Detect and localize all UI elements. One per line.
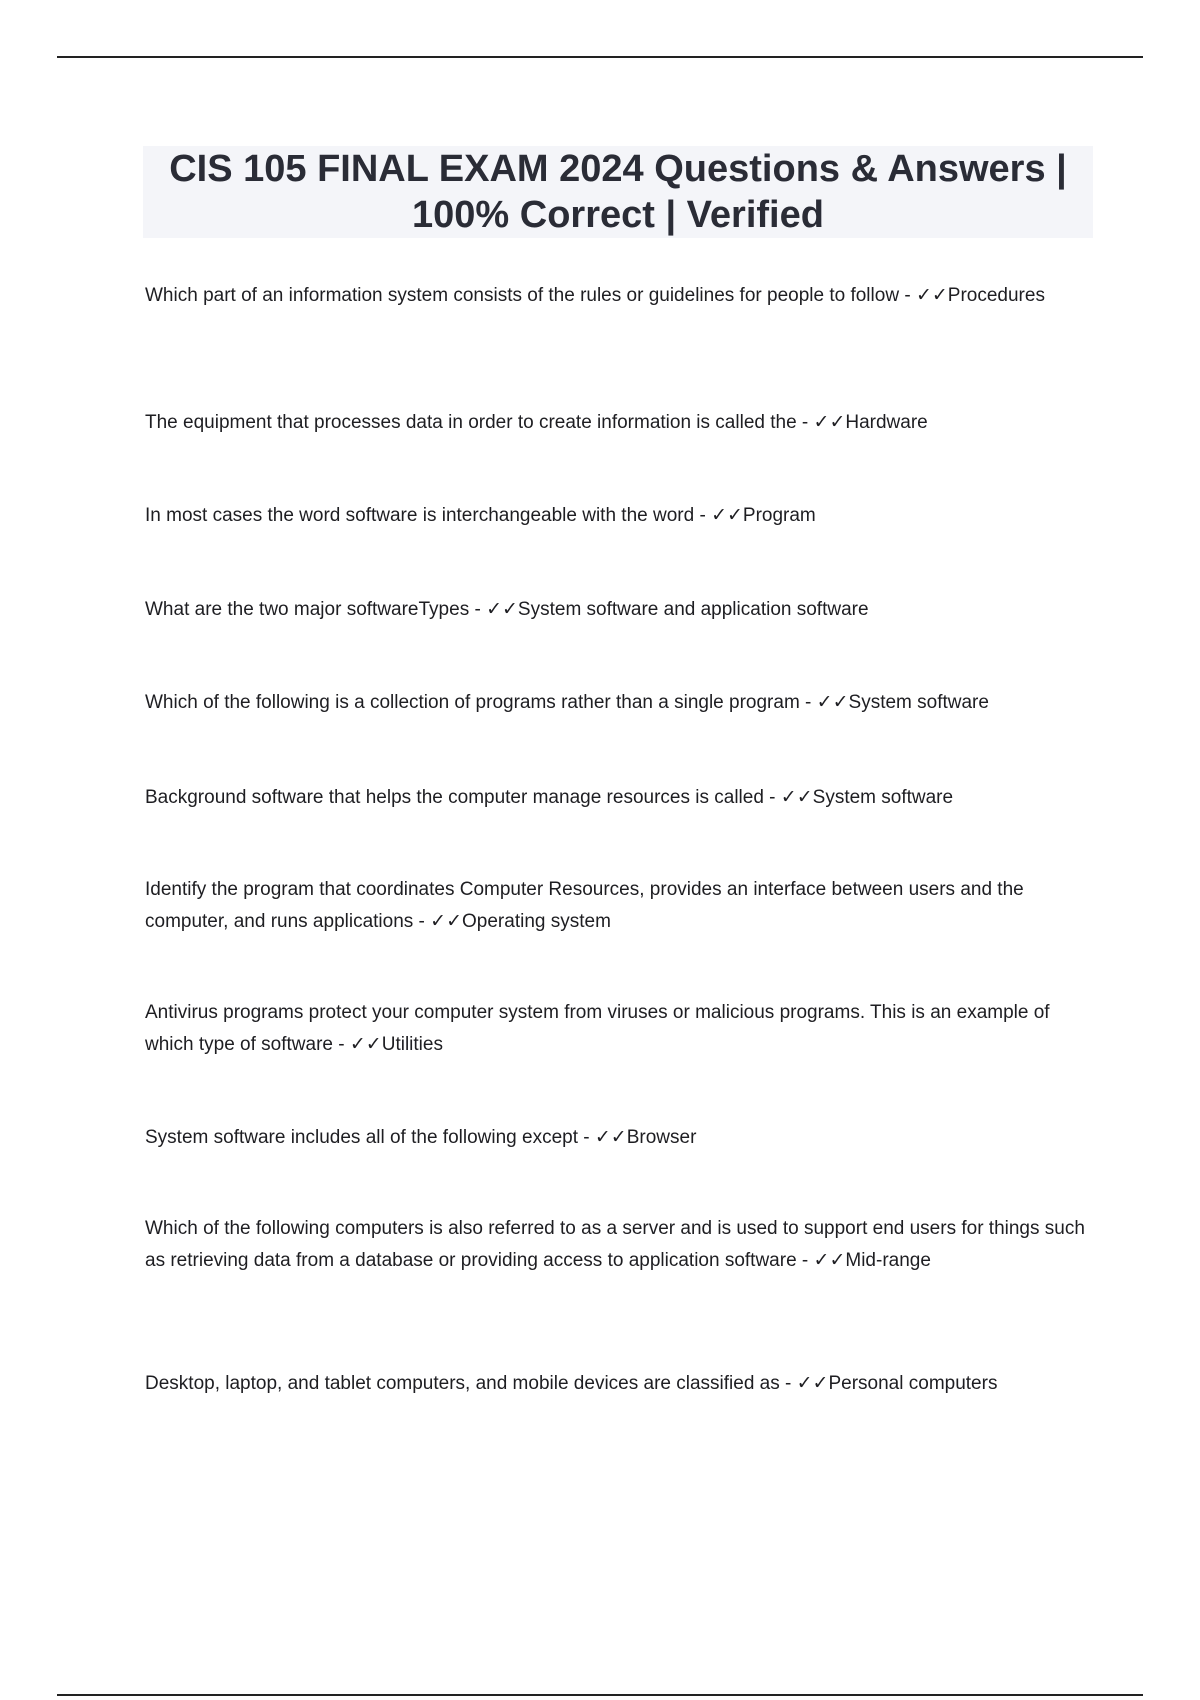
answer-text: Hardware (845, 412, 928, 433)
check-mark-icon: ✓✓ (816, 692, 849, 713)
check-mark-icon: ✓✓ (780, 787, 813, 808)
check-mark-icon: ✓✓ (430, 911, 463, 932)
qa-item (145, 407, 1090, 439)
question-text: In most cases the word software is interchangeable with the word (145, 505, 695, 526)
separator: - (763, 787, 781, 808)
page-title: CIS 105 FINAL EXAM 2024 Questions & Answers | 100% Correct | Verified (169, 148, 1067, 236)
answer-text: Program (742, 505, 816, 526)
qa-item (145, 1368, 1090, 1400)
check-mark-icon: ✓✓ (915, 285, 948, 306)
separator: - (413, 911, 431, 932)
check-mark-icon: ✓✓ (486, 599, 518, 620)
check-mark-icon: ✓✓ (594, 1127, 627, 1148)
answer-text: Browser (626, 1127, 697, 1148)
separator: - (578, 1127, 595, 1148)
separator: - (796, 412, 814, 433)
separator: - (469, 599, 487, 620)
question-text: Which of the following computers is also referred to as a server and is used to support end users for things such as retrieving data from a database or providing access to application software (145, 1218, 1085, 1271)
qa-item (145, 874, 1090, 938)
qa-item (145, 280, 1090, 312)
qa-item (145, 997, 1090, 1061)
check-mark-icon: ✓✓ (349, 1034, 382, 1055)
question-text: The equipment that processes data in order to create information is called the (145, 412, 797, 433)
separator: - (779, 1373, 797, 1394)
top-divider (57, 56, 1143, 58)
answer-text: Operating system (462, 911, 611, 932)
answer-text: Procedures (947, 285, 1045, 306)
qa-item (145, 1213, 1090, 1277)
qa-item (145, 500, 1090, 532)
answer-text: System software (812, 787, 954, 808)
question-text: What are the two major softwareTypes (145, 599, 470, 620)
question-text: Background software that helps the computer manage resources is called (145, 787, 764, 808)
question-text: Antivirus programs protect your computer system from viruses or malicious programs. This is an example of which type of software (145, 1002, 1050, 1055)
separator: - (694, 505, 712, 526)
check-mark-icon: ✓✓ (711, 505, 743, 526)
qa-item (145, 687, 1090, 719)
separator: - (899, 285, 916, 306)
question-text: Which of the following is a collection of programs rather than a single program (145, 692, 800, 713)
qa-item (145, 1122, 1090, 1154)
bottom-divider (57, 1694, 1143, 1696)
answer-text: System software (848, 692, 989, 713)
qa-item (145, 782, 1090, 814)
question-text: Which part of an information system consists of the rules or guidelines for people to follow (145, 285, 900, 306)
answer-text: Personal computers (828, 1373, 998, 1394)
question-text: Desktop, laptop, and tablet computers, and mobile devices are classified as (145, 1373, 780, 1394)
separator: - (799, 692, 817, 713)
question-text: System software includes all of the following except (145, 1127, 578, 1148)
separator: - (796, 1250, 814, 1271)
title-banner (143, 146, 1093, 238)
question-text: Identify the program that coordinates Computer Resources, provides an interface between users and the computer, and runs applications (145, 879, 1024, 932)
answer-text: Utilities (381, 1034, 443, 1055)
qa-item (145, 594, 1090, 626)
check-mark-icon: ✓✓ (796, 1373, 829, 1394)
answer-text: Mid-range (845, 1250, 931, 1271)
check-mark-icon: ✓✓ (813, 1250, 846, 1271)
answer-text: System software and application software (517, 599, 869, 620)
separator: - (332, 1034, 350, 1055)
check-mark-icon: ✓✓ (813, 412, 846, 433)
